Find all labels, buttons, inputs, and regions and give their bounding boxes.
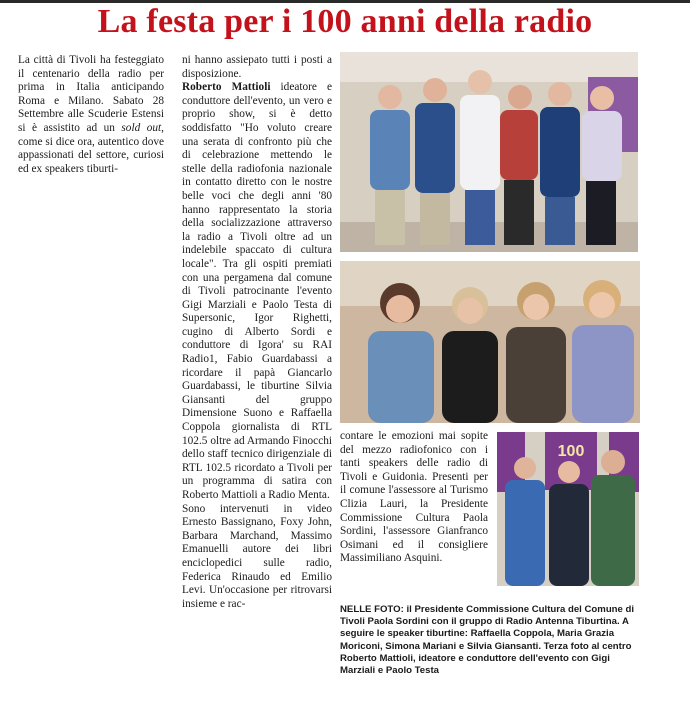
col1-text-italic: sold out xyxy=(121,121,162,134)
photo-caption xyxy=(340,604,640,677)
poster-text: 100 xyxy=(557,443,585,460)
article-column-3 xyxy=(340,430,488,566)
col2-end: Sono intervenuti in video Ernesto Bassignano, Foxy John, Barbara Marchand, Massimo Emanuelli autore dei libri enciclopedici sulle radio, Federica Rinaudo ed Emilio Levi. Un'occasione per ritrovarsi insieme e rac- xyxy=(182,502,332,610)
speakers-photo xyxy=(340,261,640,423)
col1-text-b: , come si dice ora, autentico dove appassionati del settore, curiosi ed ex speakers tiburti- xyxy=(18,121,164,175)
caption-body: il Presidente Commissione Cultura del Comune di Tivoli Paola Sordini con il gruppo di Radio Antenna Tiburtina. A seguire le speaker tiburtine: Raffaella Coppola, Maria Grazia Moriconi, Simona Mariani e Silvia Giansanti. Terza foto al centro Roberto Mattioli, ideatore e conduttore dell'evento con Gigi Marziali e Paolo Testa xyxy=(340,604,635,677)
col2-intro: ni hanno assiepato tutti i posti a disposizione. xyxy=(182,54,332,80)
article-column-2 xyxy=(182,54,332,611)
col2-body: ideatore e conduttore dell'evento, un vero e proprio show, si è detto soddisfatto "Ho voluto creare una serata di confronto più che di celebrazione mettendo le stelle della radiofonia nazionale in contatto diretto con le nostre belle voci che degli anni '80 hanno rappresentato la storia della socializzazione attraverso la radio a Tivoli oltre ad un indelebile spaccato di cultura locale". Tra gli ospiti premiati con una pergamena dal comune di Tivoli patrocinante l'evento Gigi Marziali e Paolo Testa di Supersonic, Igor Righetti, cugino di Alberto Sordi e conduttore di Igora' su RAI Radio1, Fabio Guardabassi a ricordare il papà Giancarlo Guardabassi, le tiburtine Silvia Giansanti del gruppo Dimensione Suono e Raffaella Coppola giornalista di RTL 102.5 oltre ad Armando Finocchi dello staff tecnico dirigenziale di RTL 102.5 ricordato a Tivoli per un programma di satira con Roberto Mattioli a Radio Menta. xyxy=(182,81,332,501)
group-photo xyxy=(340,52,638,252)
col3-text: contare le emozioni mai sopite del mezzo radiofonico con i tanti speakers delle radio di Tivoli e Guidonia. Presenti per il comune l'assessore al Turismo Clizia Lauri, la Presidente Commissione Cultura Paola Sordini, l'assessore Gianfranco Osimani ed il consigliere Massimiliano Asquini. xyxy=(340,430,488,565)
person-figure xyxy=(460,70,500,245)
presenters-photo xyxy=(497,432,639,586)
col1-text-a: La città di Tivoli ha festeggiato il centenario della radio per prima in Italia anticipando Roma e Milano. Sabato 28 Settembre alle Scuderie Estensi si è assistito ad un xyxy=(18,54,164,134)
col2-name: Roberto Mattioli xyxy=(182,81,271,94)
caption-lead: NELLE FOTO: xyxy=(340,604,404,615)
headline: La festa per i 100 anni della radio xyxy=(97,3,593,40)
article-column-1 xyxy=(18,54,164,176)
